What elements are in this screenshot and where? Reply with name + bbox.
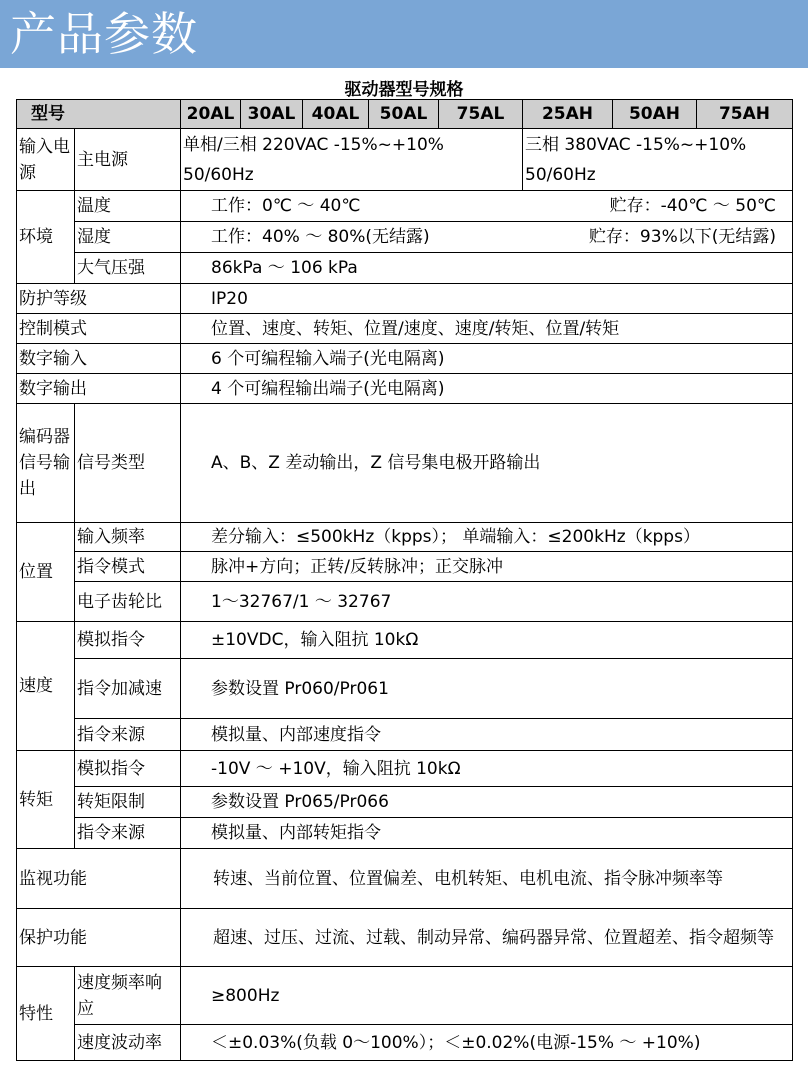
protect-row bbox=[17, 909, 793, 967]
speed-accel-row bbox=[17, 659, 793, 719]
temp-label: 温度 bbox=[75, 191, 181, 222]
title-banner bbox=[0, 0, 808, 68]
speed-accel-value: 参数设置 Pr060/Pr061 bbox=[181, 659, 793, 719]
encoder-row bbox=[17, 404, 793, 523]
model-30al: 30AL bbox=[241, 100, 303, 129]
monitor-value: 转速、当前位置、位置偏差、电机转矩、电机电流、指令脉冲频率等 bbox=[181, 849, 793, 909]
monitor-label: 监视功能 bbox=[17, 849, 181, 909]
position-cmd-mode-value: 脉冲+方向；正转/反转脉冲；正交脉冲 bbox=[181, 552, 793, 582]
model-20al: 20AL bbox=[181, 100, 241, 129]
temp-work: 工作：0℃ ～ 40℃ bbox=[211, 196, 361, 216]
model-label: 型号 bbox=[17, 100, 181, 129]
position-freq-row bbox=[17, 523, 793, 552]
digital-input-value: 6 个可编程输入端子(光电隔离) bbox=[181, 344, 793, 374]
protect-value: 超速、过压、过流、过载、制动异常、编码器异常、位置超差、指令超频等 bbox=[181, 909, 793, 967]
env-group: 环境 bbox=[17, 191, 75, 284]
pressure-value: 86kPa ～ 106 kPa bbox=[181, 253, 793, 284]
digital-output-row bbox=[17, 374, 793, 404]
characteristics-group: 特性 bbox=[17, 967, 75, 1061]
position-gear-row bbox=[17, 582, 793, 622]
monitor-row bbox=[17, 849, 793, 909]
digital-output-label: 数字输出 bbox=[17, 374, 181, 404]
model-50ah: 50AH bbox=[613, 100, 697, 129]
power-ah-line1: 三相 380VAC -15%~+10% bbox=[525, 134, 747, 155]
header-row bbox=[17, 100, 793, 129]
speed-group: 速度 bbox=[17, 622, 75, 751]
protect-label: 保护功能 bbox=[17, 909, 181, 967]
torque-analog-value: -10V ～ +10V，输入阻抗 10kΩ bbox=[181, 751, 793, 787]
model-75al: 75AL bbox=[439, 100, 523, 129]
model-25ah: 25AH bbox=[523, 100, 613, 129]
speed-fluctuation-row bbox=[17, 1025, 793, 1061]
pressure-row bbox=[17, 253, 793, 284]
speed-fluctuation-label: 速度波动率 bbox=[75, 1025, 181, 1061]
humidity-value bbox=[181, 222, 793, 253]
position-cmd-mode-row bbox=[17, 552, 793, 582]
torque-analog-row bbox=[17, 751, 793, 787]
power-label: 主电源 bbox=[75, 129, 181, 191]
torque-source-label: 指令来源 bbox=[75, 818, 181, 849]
position-freq-value: 差分输入：≤500kHz（kpps）； 单端输入：≤200kHz（kpps） bbox=[181, 523, 793, 552]
power-ah-line2: 50/60Hz bbox=[525, 164, 596, 185]
torque-group: 转矩 bbox=[17, 751, 75, 849]
speed-response-value: ≥800Hz bbox=[181, 967, 793, 1025]
torque-analog-label: 模拟指令 bbox=[75, 751, 181, 787]
speed-analog-row bbox=[17, 622, 793, 659]
humidity-store: 贮存：93%以下(无结露) bbox=[588, 227, 776, 247]
table-caption: 驱动器型号规格 bbox=[344, 80, 464, 100]
protection-level-label: 防护等级 bbox=[17, 284, 181, 314]
protection-level-value: IP20 bbox=[181, 284, 793, 314]
encoder-value: A、B、Z 差动输出，Z 信号集电极开路输出 bbox=[181, 404, 793, 523]
speed-response-row bbox=[17, 967, 793, 1025]
digital-input-label: 数字输入 bbox=[17, 344, 181, 374]
pressure-label: 大气压强 bbox=[75, 253, 181, 284]
speed-fluctuation-value: ＜±0.03%(负载 0～100%）；＜±0.02%(电源-15% ～ +10%) bbox=[181, 1025, 793, 1061]
humidity-row bbox=[17, 222, 793, 253]
torque-source-row bbox=[17, 818, 793, 849]
temp-value bbox=[181, 191, 793, 222]
position-cmd-mode-label: 指令模式 bbox=[75, 552, 181, 582]
control-mode-label: 控制模式 bbox=[17, 314, 181, 344]
protection-level-row bbox=[17, 284, 793, 314]
model-40al: 40AL bbox=[303, 100, 369, 129]
position-gear-label: 电子齿轮比 bbox=[75, 582, 181, 622]
spec-table bbox=[16, 99, 793, 1061]
speed-source-value: 模拟量、内部速度指令 bbox=[181, 719, 793, 751]
position-group: 位置 bbox=[17, 523, 75, 622]
banner-title: 产品参数 bbox=[10, 7, 198, 61]
model-50al: 50AL bbox=[369, 100, 439, 129]
speed-accel-label: 指令加减速 bbox=[75, 659, 181, 719]
encoder-group: 编码器信号输出 bbox=[17, 404, 75, 523]
torque-limit-value: 参数设置 Pr065/Pr066 bbox=[181, 787, 793, 818]
power-al-line1: 单相/三相 220VAC -15%~+10% bbox=[183, 134, 444, 155]
humidity-work: 工作：40% ～ 80%(无结露) bbox=[211, 227, 430, 247]
encoder-label: 信号类型 bbox=[75, 404, 181, 523]
speed-analog-value: ±10VDC，输入阻抗 10kΩ bbox=[181, 622, 793, 659]
power-al-line2: 50/60Hz bbox=[183, 164, 254, 185]
temperature-row bbox=[17, 191, 793, 222]
power-ah-value bbox=[523, 129, 793, 191]
power-group: 输入电源 bbox=[17, 129, 75, 191]
model-75ah: 75AH bbox=[697, 100, 793, 129]
temp-store: 贮存：-40℃ ～ 50℃ bbox=[609, 196, 776, 216]
speed-source-row bbox=[17, 719, 793, 751]
position-freq-label: 输入频率 bbox=[75, 523, 181, 552]
position-gear-value: 1～32767/1 ～ 32767 bbox=[181, 582, 793, 622]
control-mode-value: 位置、速度、转矩、位置/速度、速度/转矩、位置/转矩 bbox=[181, 314, 793, 344]
torque-source-value: 模拟量、内部转矩指令 bbox=[181, 818, 793, 849]
power-al-value bbox=[181, 129, 523, 191]
speed-analog-label: 模拟指令 bbox=[75, 622, 181, 659]
speed-response-label: 速度频率响应 bbox=[75, 967, 181, 1025]
digital-input-row bbox=[17, 344, 793, 374]
humidity-label: 湿度 bbox=[75, 222, 181, 253]
power-row bbox=[17, 129, 793, 191]
torque-limit-row bbox=[17, 787, 793, 818]
control-mode-row bbox=[17, 314, 793, 344]
speed-source-label: 指令来源 bbox=[75, 719, 181, 751]
torque-limit-label: 转矩限制 bbox=[75, 787, 181, 818]
digital-output-value: 4 个可编程输出端子(光电隔离) bbox=[181, 374, 793, 404]
